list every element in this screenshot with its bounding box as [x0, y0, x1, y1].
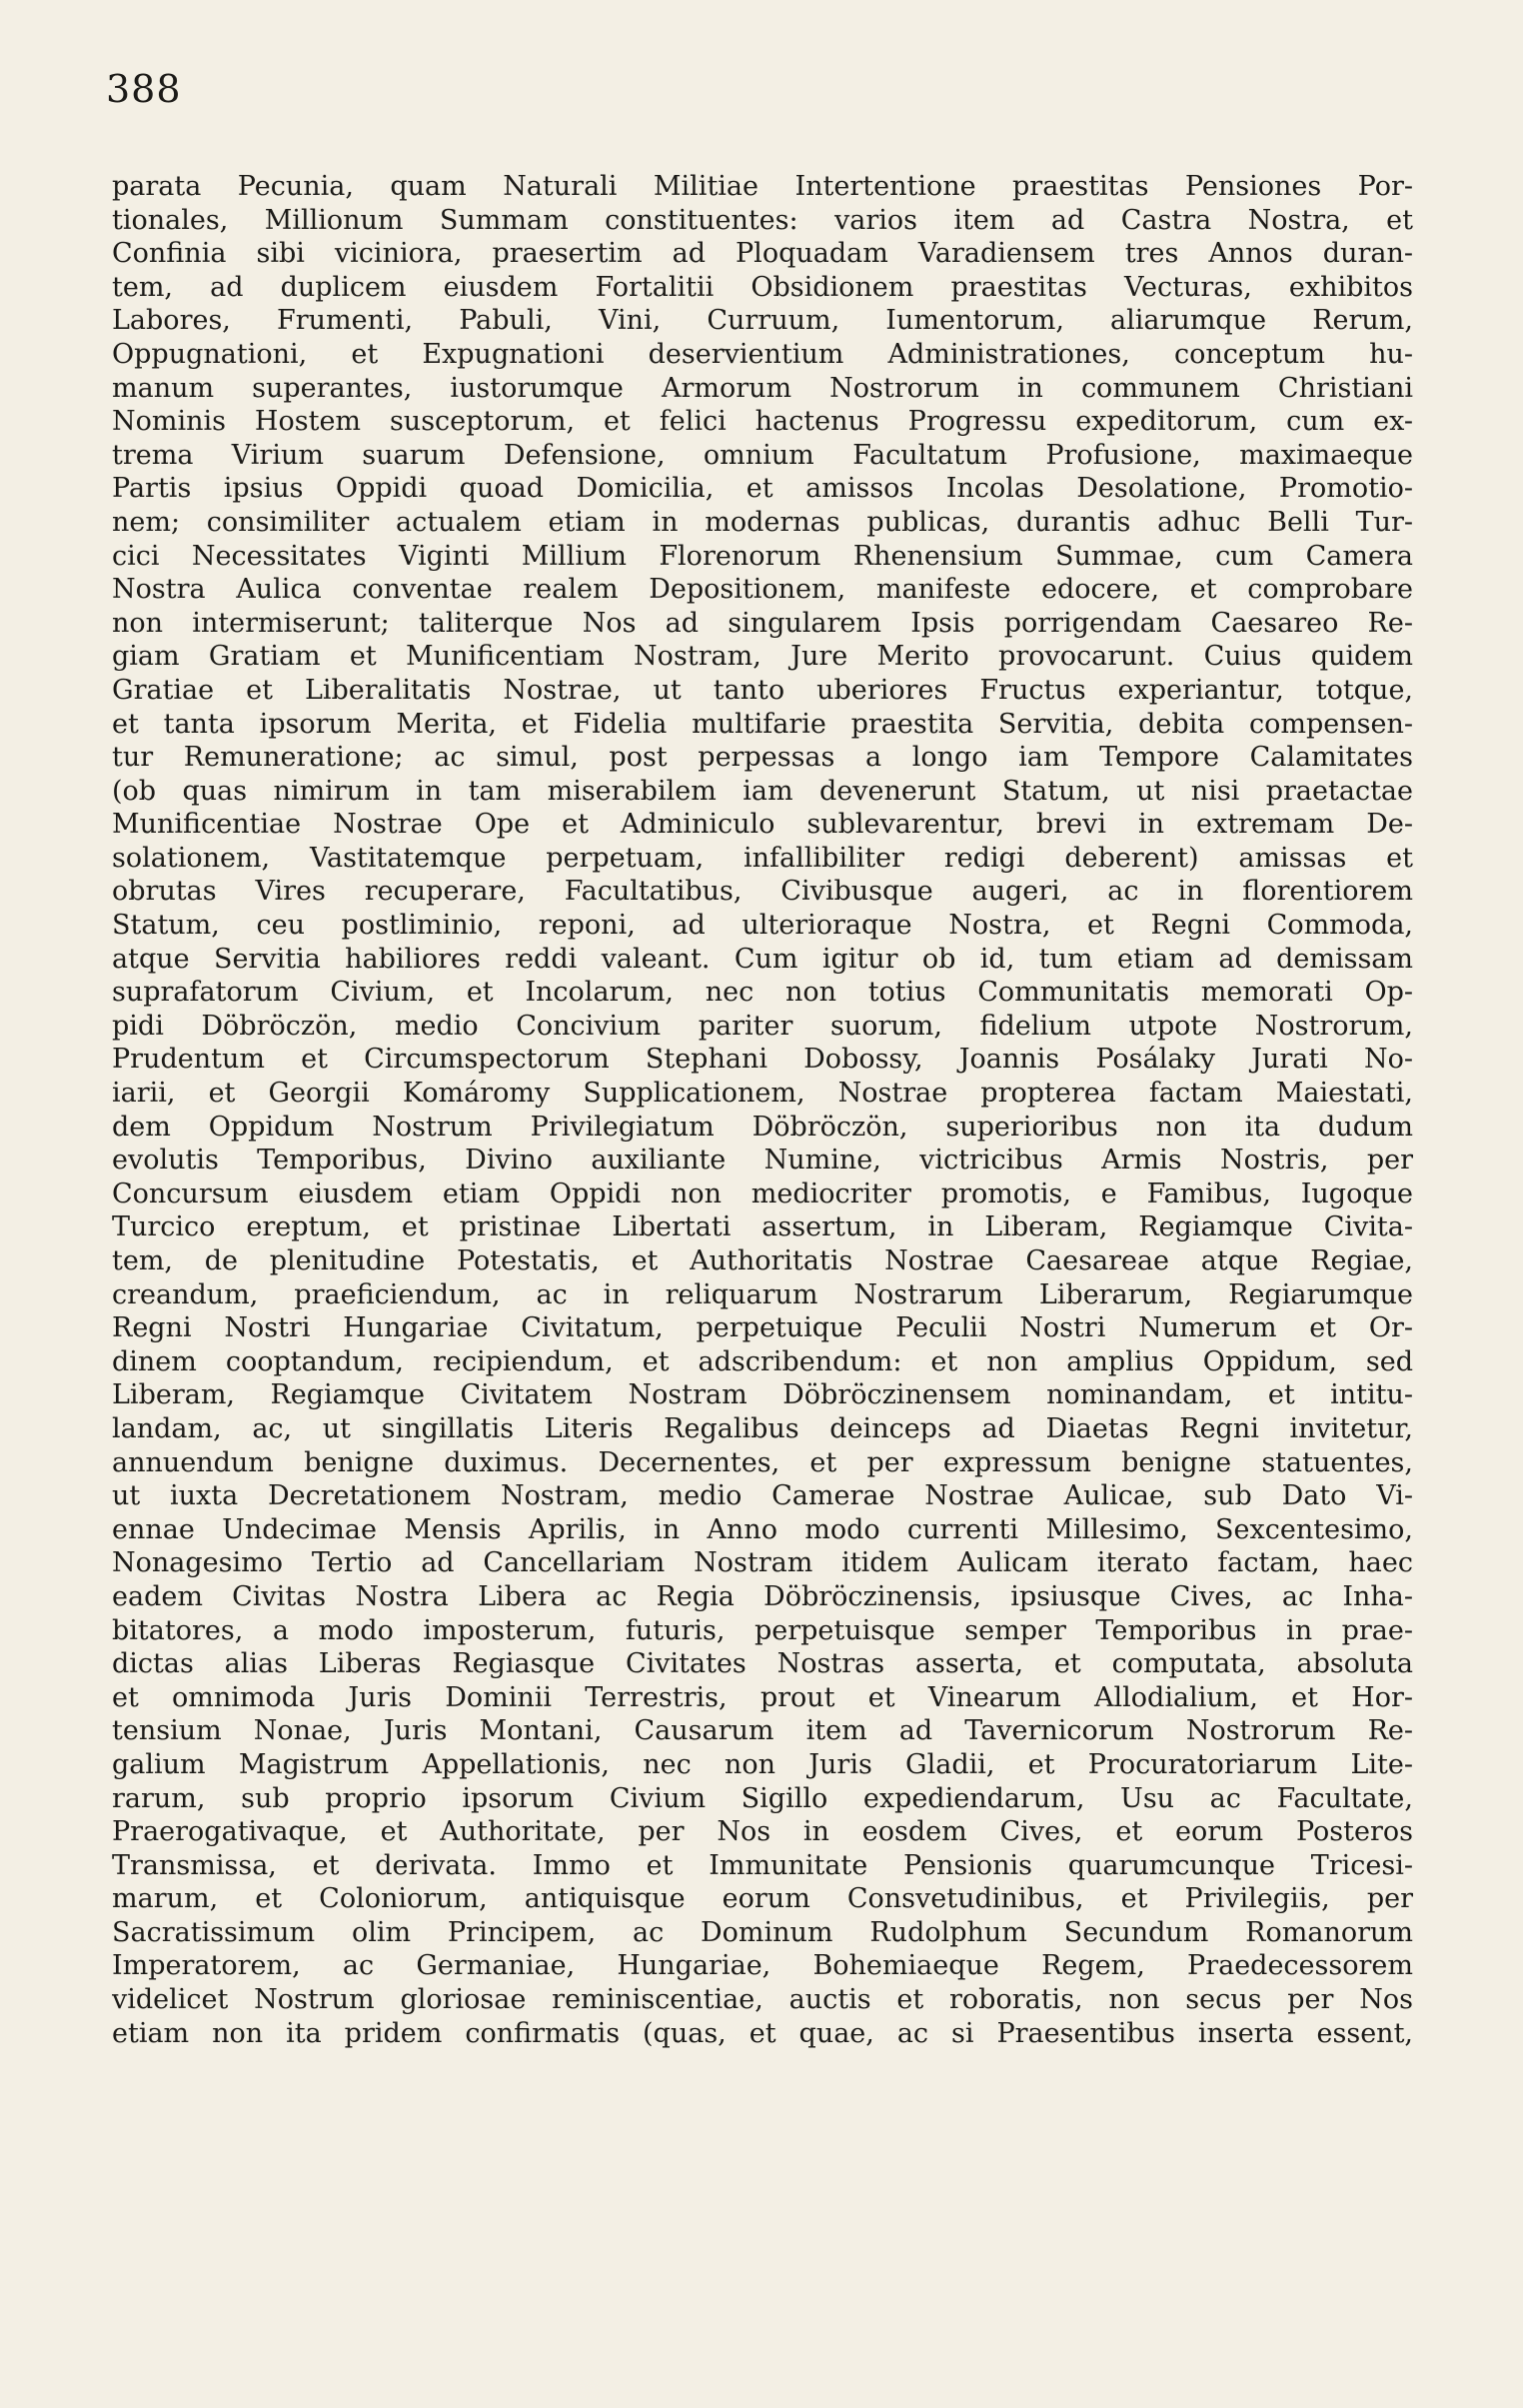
text-line: bitatores, a modo imposterum, futuris, perpetuisque semper Temporibus in prae-: [112, 1614, 1413, 1646]
body-text: [112, 170, 1413, 2050]
text-line: Oppugnationi, et Expugnationi deservientium Administrationes, conceptum hu-: [112, 338, 1413, 370]
text-line: Imperatorem, ac Germaniae, Hungariae, Bohemiaeque Regem, Praedecessorem: [112, 1950, 1413, 1982]
text-line: et omnimoda Juris Dominii Terrestris, prout et Vinearum Allodialium, et Hor-: [112, 1681, 1413, 1713]
text-line: Nostra Aulica conventae realem Depositionem, manifeste edocere, et comprobare: [112, 574, 1413, 606]
text-line: parata Pecunia, quam Naturali Militiae Intertentione praestitas Pensiones Por-: [112, 171, 1413, 202]
text-line: atque Servitia habiliores reddi valeant. Cum igitur ob id, tum etiam ad demissam: [112, 943, 1413, 975]
text-line: tensium Nonae, Juris Montani, Causarum item ad Tavernicorum Nostrorum Re-: [112, 1715, 1413, 1747]
text-line: (ob quas nimirum in tam miserabilem iam devenerunt Statum, ut nisi praetactae: [112, 775, 1413, 807]
text-line: tem, de plenitudine Potestatis, et Authoritatis Nostrae Caesareae atque Regiae,: [112, 1245, 1413, 1276]
text-line: dinem cooptandum, recipiendum, et adscribendum: et non amplius Oppidum, sed: [112, 1345, 1413, 1377]
text-line: Labores, Frumenti, Pabuli, Vini, Curruum, Iumentorum, aliarumque Rerum,: [112, 305, 1413, 337]
text-line: cici Necessitates Viginti Millium Florenorum Rhenensium Summae, cum Camera: [112, 540, 1413, 572]
text-line: Regni Nostri Hungariae Civitatum, perpetuique Peculii Nostri Numerum et Or-: [112, 1312, 1413, 1344]
text-line: Sacratissimum olim Principem, ac Dominum Rudolphum Secundum Romanorum: [112, 1916, 1413, 1948]
text-line: ennae Undecimae Mensis Aprilis, in Anno modo currenti Millesimo, Sexcentesimo,: [112, 1513, 1413, 1545]
text-line: Turcico ereptum, et pristinae Libertati assertum, in Liberam, Regiamque Civita-: [112, 1211, 1413, 1243]
text-line: etiam non ita pridem confirmatis (quas, et quae, ac si Praesentibus inserta essent,: [112, 2017, 1413, 2049]
text-line: Transmissa, et derivata. Immo et Immunitate Pensionis quarumcunque Tricesi-: [112, 1849, 1413, 1881]
text-line: Concursum eiusdem etiam Oppidi non mediocriter promotis, e Famibus, Iugoque: [112, 1178, 1413, 1209]
text-line: dem Oppidum Nostrum Privilegiatum Döbröczön, superioribus non ita dudum: [112, 1111, 1413, 1143]
text-line: tur Remuneratione; ac simul, post perpessas a longo iam Tempore Calamitates: [112, 742, 1413, 774]
text-line: Partis ipsius Oppidi quoad Domicilia, et amissos Incolas Desolatione, Promotio-: [112, 473, 1413, 505]
text-line: Gratiae et Liberalitatis Nostrae, ut tanto uberiores Fructus experiantur, totque,: [112, 674, 1413, 706]
text-line: evolutis Temporibus, Divino auxiliante Numine, victricibus Armis Nostris, per: [112, 1145, 1413, 1177]
text-line: tem, ad duplicem eiusdem Fortalitii Obsidionem praestitas Vecturas, exhibitos: [112, 271, 1413, 303]
text-line: giam Gratiam et Munificentiam Nostram, Jure Merito provocarunt. Cuius quidem: [112, 641, 1413, 673]
text-line: nem; consimiliter actualem etiam in modernas publicas, durantis adhuc Belli Tur-: [112, 506, 1413, 538]
text-line: Statum, ceu postliminio, reponi, ad ulterioraque Nostra, et Regni Commoda,: [112, 910, 1413, 942]
text-line: annuendum benigne duximus. Decernentes, et per expressum benigne statuentes,: [112, 1446, 1413, 1478]
text-line: pidi Döbröczön, medio Concivium pariter suorum, fidelium utpote Nostrorum,: [112, 1010, 1413, 1042]
text-line: suprafatorum Civium, et Incolarum, nec non totius Communitatis memorati Op-: [112, 977, 1413, 1009]
text-line: tionales, Millionum Summam constituentes: varios item ad Castra Nostra, et: [112, 204, 1413, 236]
text-line: trema Virium suarum Defensione, omnium Facultatum Profusione, maximaeque: [112, 439, 1413, 471]
text-line: Nominis Hostem susceptorum, et felici hactenus Progressu expeditorum, cum ex-: [112, 406, 1413, 438]
text-line: solationem, Vastitatemque perpetuam, infallibiliter redigi deberent) amissas et: [112, 842, 1413, 874]
text-line: et tanta ipsorum Merita, et Fidelia multifarie praestita Servitia, debita compensen-: [112, 708, 1413, 740]
text-line: Praerogativaque, et Authoritate, per Nos in eosdem Cives, et eorum Posteros: [112, 1816, 1413, 1848]
text-line: non intermiserunt; taliterque Nos ad singularem Ipsis porrigendam Caesareo Re-: [112, 607, 1413, 639]
text-line: rarum, sub proprio ipsorum Civium Sigillo expediendarum, Usu ac Facultate,: [112, 1782, 1413, 1814]
text-line: ut iuxta Decretationem Nostram, medio Camerae Nostrae Aulicae, sub Dato Vi-: [112, 1480, 1413, 1512]
text-line: marum, et Coloniorum, antiquisque eorum Consvetudinibus, et Privilegiis, per: [112, 1883, 1413, 1915]
text-line: Prudentum et Circumspectorum Stephani Dobossy, Joannis Posálaky Jurati No-: [112, 1044, 1413, 1076]
text-line: Munificentiae Nostrae Ope et Adminiculo sublevarentur, brevi in extremam De-: [112, 809, 1413, 841]
text-line: Liberam, Regiamque Civitatem Nostram Döbröczinensem nominandam, et intitu-: [112, 1379, 1413, 1411]
text-line: dictas alias Liberas Regiasque Civitates Nostras asserta, et computata, absoluta: [112, 1648, 1413, 1680]
text-line: iarii, et Georgii Komáromy Supplicationem, Nostrae propterea factam Maiestati,: [112, 1078, 1413, 1110]
text-line: manum superantes, iustorumque Armorum Nostrorum in communem Christiani: [112, 372, 1413, 404]
text-line: videlicet Nostrum gloriosae reminiscentiae, auctis et roboratis, non secus per Nos: [112, 1984, 1413, 2016]
text-line: Confinia sibi viciniora, praesertim ad Ploquadam Varadiensem tres Annos duran-: [112, 238, 1413, 270]
text-line: eadem Civitas Nostra Libera ac Regia Döbröczinensis, ipsiusque Cives, ac Inha-: [112, 1580, 1413, 1612]
text-line: creandum, praeficiendum, ac in reliquarum Nostrarum Liberarum, Regiarumque: [112, 1278, 1413, 1310]
text-line: galium Magistrum Appellationis, nec non Juris Gladii, et Procuratoriarum Lite-: [112, 1748, 1413, 1780]
page-number: 388: [106, 67, 182, 111]
text-line: obrutas Vires recuperare, Facultatibus, Civibusque augeri, ac in florentiorem: [112, 876, 1413, 908]
text-line: landam, ac, ut singillatis Literis Regalibus deinceps ad Diaetas Regni invitetur,: [112, 1412, 1413, 1444]
text-line: Nonagesimo Tertio ad Cancellariam Nostram itidem Aulicam iterato factam, haec: [112, 1547, 1413, 1579]
